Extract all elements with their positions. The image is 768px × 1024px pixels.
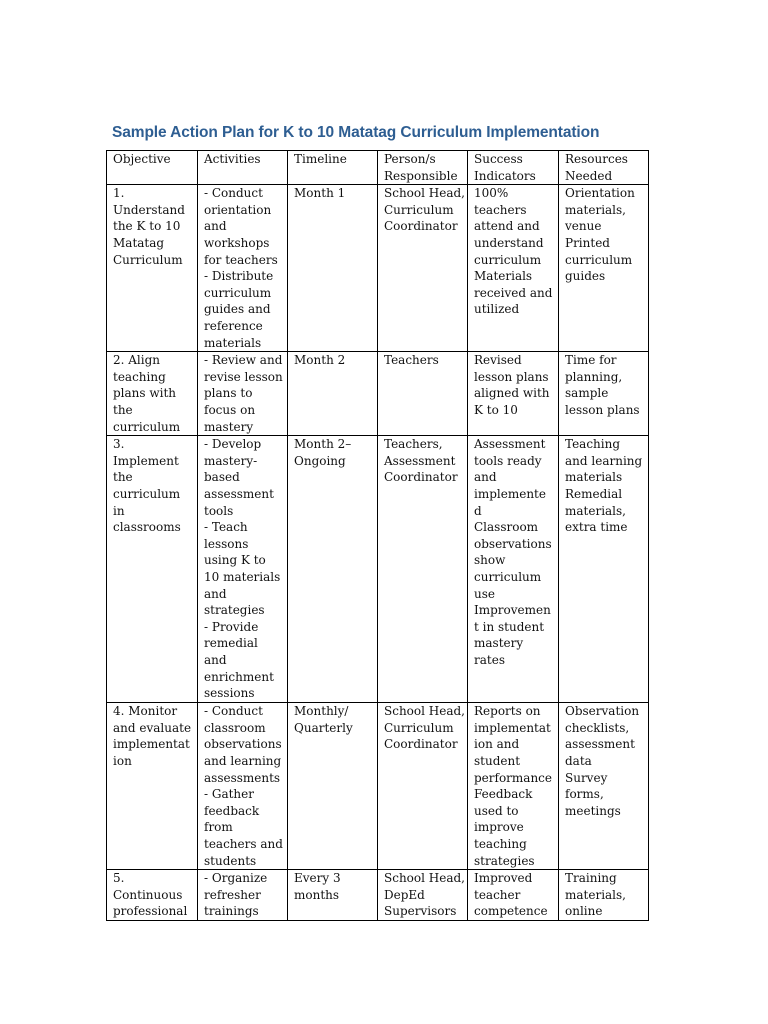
header-activities: Activities <box>198 151 288 185</box>
header-objective: Objective <box>107 151 198 185</box>
cell-timeline: Monthly/ Quarterly <box>288 703 378 870</box>
table-row <box>107 703 649 870</box>
cell-resources <box>559 870 649 921</box>
cell-timeline-text: Every 3 months <box>294 871 341 902</box>
header-responsible: Person/s Responsible <box>378 151 468 185</box>
cell-timeline: Month 2 <box>288 352 378 436</box>
cell-timeline: Month 2– Ongoing <box>288 436 378 703</box>
header-timeline: Timeline <box>288 151 378 185</box>
cell-activities <box>198 870 288 921</box>
table-row <box>107 436 649 703</box>
table-row <box>107 352 649 436</box>
cell-objective: 3. Implement the curriculum in classrooms <box>107 436 198 703</box>
cell-objective: 4. Monitor and evaluate implementat ion <box>107 703 198 870</box>
cell-indicators: 100% teachers attend and understand curriculum Materials received and utilized <box>468 185 559 352</box>
cell-resources-text: Training materials, online <box>565 871 626 919</box>
cell-responsible: Teachers, Assessment Coordinator <box>378 436 468 703</box>
table-row <box>107 870 649 921</box>
cell-objective <box>107 870 198 921</box>
cell-activities: - Develop mastery- based assessment tools - Teach lessons using K to 10 materials and strategies - Provide remedial and enrichment sessions <box>198 436 288 703</box>
cell-indicators-text: Improved teacher competence <box>474 871 548 919</box>
cell-indicators <box>468 870 559 921</box>
table-header-row <box>107 151 649 185</box>
cell-responsible: School Head, Curriculum Coordinator <box>378 185 468 352</box>
cell-objective: 1. Understand the K to 10 Matatag Curriculum <box>107 185 198 352</box>
cell-responsible: School Head, Curriculum Coordinator <box>378 703 468 870</box>
cell-timeline: Month 1 <box>288 185 378 352</box>
document-title: Sample Action Plan for K to 10 Matatag Curriculum Implementation <box>112 124 600 141</box>
cell-resources: Orientation materials, venue Printed curriculum guides <box>559 185 649 352</box>
cell-objective: 2. Align teaching plans with the curriculum <box>107 352 198 436</box>
cell-indicators: Assessment tools ready and implemente d Classroom observations show curriculum use Improvemen t in student mastery rates <box>468 436 559 703</box>
cell-activities: - Conduct classroom observations and learning assessments - Gather feedback from teachers and students <box>198 703 288 870</box>
cell-responsible <box>378 870 468 921</box>
table-row <box>107 185 649 352</box>
cell-resources: Teaching and learning materials Remedial materials, extra time <box>559 436 649 703</box>
cell-indicators: Revised lesson plans aligned with K to 10 <box>468 352 559 436</box>
action-plan-table <box>106 150 649 921</box>
cell-resources: Time for planning, sample lesson plans <box>559 352 649 436</box>
cell-activities-text: - Organize refresher trainings <box>204 871 268 919</box>
cell-objective-text: 5. Continuous professional <box>113 871 188 919</box>
cell-timeline <box>288 870 378 921</box>
cell-resources: Observation checklists, assessment data Survey forms, meetings <box>559 703 649 870</box>
header-indicators: Success Indicators <box>468 151 559 185</box>
cell-activities: - Conduct orientation and workshops for teachers - Distribute curriculum guides and reference materials <box>198 185 288 352</box>
cell-indicators: Reports on implementat ion and student performance Feedback used to improve teaching strategies <box>468 703 559 870</box>
header-resources: Resources Needed <box>559 151 649 185</box>
cell-responsible-text: School Head, DepEd Supervisors <box>384 871 465 919</box>
cell-activities: - Review and revise lesson plans to focus on mastery <box>198 352 288 436</box>
cell-responsible: Teachers <box>378 352 468 436</box>
